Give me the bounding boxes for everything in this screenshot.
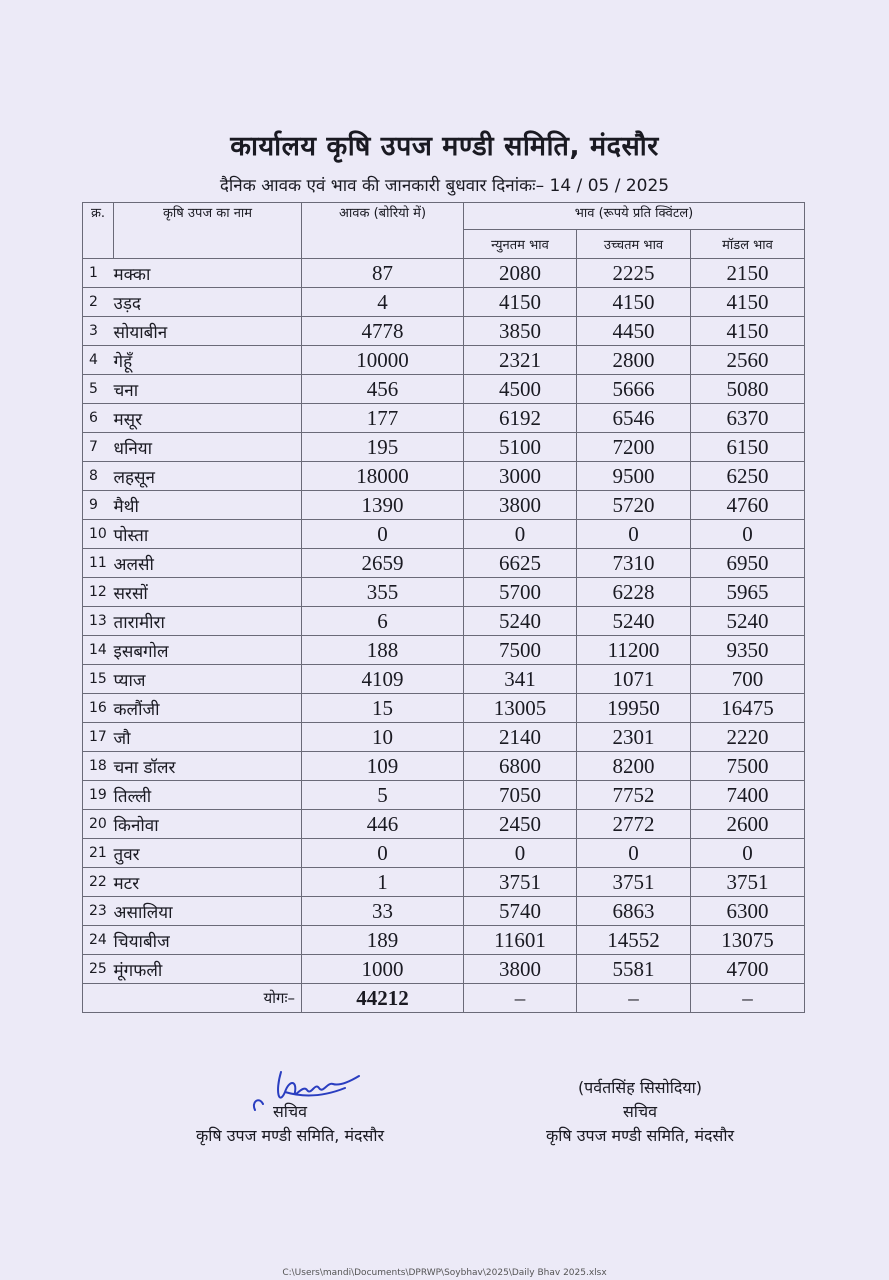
file-path-footer: C:\Users\mandi\Documents\DPRWP\Soybhav\2025\Daily Bhav 2025.xlsx [282, 1268, 607, 1278]
signature-block-left [160, 1100, 420, 1148]
header-max-price: उच्चतम भाव [577, 230, 691, 259]
row-max-price: 0 [577, 520, 691, 549]
table-row [83, 752, 805, 781]
row-min-price: 5100 [464, 433, 577, 462]
header-modal-price: मॉडल भाव [691, 230, 805, 259]
row-max-price: 5240 [577, 607, 691, 636]
row-max-price: 8200 [577, 752, 691, 781]
row-arrival: 456 [302, 375, 464, 404]
table-row [83, 665, 805, 694]
table-row [83, 636, 805, 665]
row-arrival: 355 [302, 578, 464, 607]
row-arrival: 18000 [302, 462, 464, 491]
row-modal-price: 0 [691, 839, 805, 868]
table-row [83, 259, 805, 288]
row-max-price: 4150 [577, 288, 691, 317]
row-min-price: 11601 [464, 926, 577, 955]
row-sn: 7 [83, 433, 114, 462]
row-modal-price: 2600 [691, 810, 805, 839]
row-sn: 9 [83, 491, 114, 520]
row-max-price: 2301 [577, 723, 691, 752]
row-crop-name: जौ [114, 723, 302, 752]
row-modal-price: 4150 [691, 317, 805, 346]
row-crop-name: असालिया [114, 897, 302, 926]
table-row [83, 810, 805, 839]
row-modal-price: 7500 [691, 752, 805, 781]
row-arrival: 0 [302, 520, 464, 549]
row-sn: 15 [83, 665, 114, 694]
row-crop-name: चना डॉलर [114, 752, 302, 781]
row-sn: 19 [83, 781, 114, 810]
row-modal-price: 4700 [691, 955, 805, 984]
row-sn: 11 [83, 549, 114, 578]
row-max-price: 4450 [577, 317, 691, 346]
row-arrival: 446 [302, 810, 464, 839]
row-sn: 12 [83, 578, 114, 607]
row-arrival: 109 [302, 752, 464, 781]
row-crop-name: गेहूँ [114, 346, 302, 375]
row-min-price: 6625 [464, 549, 577, 578]
total-arrival: 44212 [302, 984, 464, 1013]
row-sn: 25 [83, 955, 114, 984]
row-arrival: 195 [302, 433, 464, 462]
row-max-price: 2772 [577, 810, 691, 839]
row-modal-price: 9350 [691, 636, 805, 665]
row-modal-price: 6300 [691, 897, 805, 926]
row-max-price: 6228 [577, 578, 691, 607]
row-crop-name: तुवर [114, 839, 302, 868]
total-row [83, 984, 805, 1013]
row-modal-price: 5240 [691, 607, 805, 636]
row-crop-name: तिल्ली [114, 781, 302, 810]
row-max-price: 7310 [577, 549, 691, 578]
row-modal-price: 16475 [691, 694, 805, 723]
row-sn: 20 [83, 810, 114, 839]
row-min-price: 5700 [464, 578, 577, 607]
row-sn: 3 [83, 317, 114, 346]
row-min-price: 2140 [464, 723, 577, 752]
table-row [83, 549, 805, 578]
row-sn: 24 [83, 926, 114, 955]
header-min-price: न्युनतम भाव [464, 230, 577, 259]
row-max-price: 2800 [577, 346, 691, 375]
row-crop-name: लहसून [114, 462, 302, 491]
signature-block-right [510, 1076, 770, 1148]
row-min-price: 3800 [464, 955, 577, 984]
row-arrival: 15 [302, 694, 464, 723]
row-min-price: 3850 [464, 317, 577, 346]
row-arrival: 188 [302, 636, 464, 665]
row-max-price: 1071 [577, 665, 691, 694]
row-sn: 8 [83, 462, 114, 491]
table-row [83, 578, 805, 607]
row-max-price: 9500 [577, 462, 691, 491]
table-row [83, 868, 805, 897]
table-row [83, 491, 805, 520]
row-modal-price: 3751 [691, 868, 805, 897]
row-min-price: 4150 [464, 288, 577, 317]
header-arrival: आवक (बोरियो में) [302, 203, 464, 259]
header-crop-name: कृषि उपज का नाम [114, 203, 302, 259]
total-modal: – [691, 984, 805, 1013]
row-modal-price: 2220 [691, 723, 805, 752]
row-crop-name: किनोवा [114, 810, 302, 839]
total-min: – [464, 984, 577, 1013]
row-min-price: 7050 [464, 781, 577, 810]
row-sn: 23 [83, 897, 114, 926]
row-arrival: 4778 [302, 317, 464, 346]
row-modal-price: 4150 [691, 288, 805, 317]
row-sn: 6 [83, 404, 114, 433]
row-sn: 13 [83, 607, 114, 636]
row-crop-name: मैथी [114, 491, 302, 520]
row-max-price: 7752 [577, 781, 691, 810]
row-modal-price: 700 [691, 665, 805, 694]
row-modal-price: 2150 [691, 259, 805, 288]
header-sn: क्र. [83, 203, 114, 259]
row-modal-price: 4760 [691, 491, 805, 520]
row-min-price: 2450 [464, 810, 577, 839]
row-crop-name: सोयाबीन [114, 317, 302, 346]
row-crop-name: इसबगोल [114, 636, 302, 665]
row-arrival: 10 [302, 723, 464, 752]
row-crop-name: मटर [114, 868, 302, 897]
table-row [83, 346, 805, 375]
row-crop-name: पोस्ता [114, 520, 302, 549]
total-max: – [577, 984, 691, 1013]
row-min-price: 0 [464, 839, 577, 868]
row-arrival: 177 [302, 404, 464, 433]
row-crop-name: सरसों [114, 578, 302, 607]
row-min-price: 0 [464, 520, 577, 549]
row-crop-name: चियाबीज [114, 926, 302, 955]
row-min-price: 4500 [464, 375, 577, 404]
row-crop-name: तारामीरा [114, 607, 302, 636]
row-max-price: 14552 [577, 926, 691, 955]
row-sn: 5 [83, 375, 114, 404]
total-label: योगः– [83, 984, 302, 1013]
row-arrival: 2659 [302, 549, 464, 578]
row-min-price: 2080 [464, 259, 577, 288]
row-modal-price: 6370 [691, 404, 805, 433]
row-max-price: 6863 [577, 897, 691, 926]
row-arrival: 6 [302, 607, 464, 636]
row-sn: 16 [83, 694, 114, 723]
table-row [83, 781, 805, 810]
row-crop-name: प्याज [114, 665, 302, 694]
row-arrival: 87 [302, 259, 464, 288]
row-modal-price: 2560 [691, 346, 805, 375]
row-sn: 2 [83, 288, 114, 317]
table-row [83, 955, 805, 984]
row-min-price: 7500 [464, 636, 577, 665]
row-max-price: 5720 [577, 491, 691, 520]
row-arrival: 4109 [302, 665, 464, 694]
row-arrival: 1000 [302, 955, 464, 984]
row-crop-name: उड़द [114, 288, 302, 317]
row-sn: 22 [83, 868, 114, 897]
row-sn: 10 [83, 520, 114, 549]
row-arrival: 10000 [302, 346, 464, 375]
signatory-name: (पर्वतसिंह सिसोदिया) [577, 1078, 703, 1097]
row-max-price: 5581 [577, 955, 691, 984]
row-arrival: 33 [302, 897, 464, 926]
row-crop-name: धनिया [114, 433, 302, 462]
row-min-price: 5240 [464, 607, 577, 636]
signature-left-org: कृषि उपज मण्डी समिति, मंदसौर [195, 1126, 385, 1145]
row-arrival: 5 [302, 781, 464, 810]
row-sn: 1 [83, 259, 114, 288]
row-sn: 18 [83, 752, 114, 781]
table-row [83, 520, 805, 549]
row-max-price: 19950 [577, 694, 691, 723]
table-row [83, 433, 805, 462]
table-row [83, 288, 805, 317]
row-crop-name: कलौंजी [114, 694, 302, 723]
row-modal-price: 5965 [691, 578, 805, 607]
row-arrival: 1 [302, 868, 464, 897]
price-table [82, 202, 805, 1013]
office-title: कार्यालय कृषि उपज मण्डी समिति, मंदसौर [230, 131, 659, 162]
row-crop-name: मसूर [114, 404, 302, 433]
row-min-price: 5740 [464, 897, 577, 926]
row-modal-price: 6250 [691, 462, 805, 491]
table-row [83, 375, 805, 404]
row-max-price: 11200 [577, 636, 691, 665]
row-max-price: 0 [577, 839, 691, 868]
row-modal-price: 6950 [691, 549, 805, 578]
table-row [83, 404, 805, 433]
row-sn: 17 [83, 723, 114, 752]
row-max-price: 6546 [577, 404, 691, 433]
table-row [83, 926, 805, 955]
row-crop-name: मक्का [114, 259, 302, 288]
row-crop-name: मूंगफली [114, 955, 302, 984]
row-modal-price: 7400 [691, 781, 805, 810]
row-arrival: 4 [302, 288, 464, 317]
row-min-price: 3751 [464, 868, 577, 897]
row-arrival: 0 [302, 839, 464, 868]
row-crop-name: अलसी [114, 549, 302, 578]
signature-right-org: कृषि उपज मण्डी समिति, मंदसौर [545, 1126, 735, 1145]
row-sn: 4 [83, 346, 114, 375]
row-modal-price: 5080 [691, 375, 805, 404]
row-min-price: 6800 [464, 752, 577, 781]
row-max-price: 5666 [577, 375, 691, 404]
signature-left-title: सचिव [272, 1102, 308, 1121]
row-modal-price: 6150 [691, 433, 805, 462]
table-row [83, 897, 805, 926]
row-min-price: 13005 [464, 694, 577, 723]
row-max-price: 3751 [577, 868, 691, 897]
row-max-price: 2225 [577, 259, 691, 288]
table-row [83, 839, 805, 868]
row-min-price: 3000 [464, 462, 577, 491]
row-min-price: 341 [464, 665, 577, 694]
row-arrival: 1390 [302, 491, 464, 520]
row-arrival: 189 [302, 926, 464, 955]
row-sn: 21 [83, 839, 114, 868]
row-min-price: 2321 [464, 346, 577, 375]
row-crop-name: चना [114, 375, 302, 404]
row-modal-price: 0 [691, 520, 805, 549]
table-row [83, 462, 805, 491]
row-min-price: 6192 [464, 404, 577, 433]
header-price-group: भाव (रूपये प्रति क्विंटल) [464, 203, 805, 230]
row-min-price: 3800 [464, 491, 577, 520]
report-subtitle: दैनिक आवक एवं भाव की जानकारी बुधवार दिनांकः– 14 / 05 / 2025 [219, 176, 670, 196]
row-sn: 14 [83, 636, 114, 665]
signature-right-title: सचिव [622, 1102, 658, 1121]
table-row [83, 694, 805, 723]
row-max-price: 7200 [577, 433, 691, 462]
table-row [83, 317, 805, 346]
table-row [83, 607, 805, 636]
row-modal-price: 13075 [691, 926, 805, 955]
table-row [83, 723, 805, 752]
